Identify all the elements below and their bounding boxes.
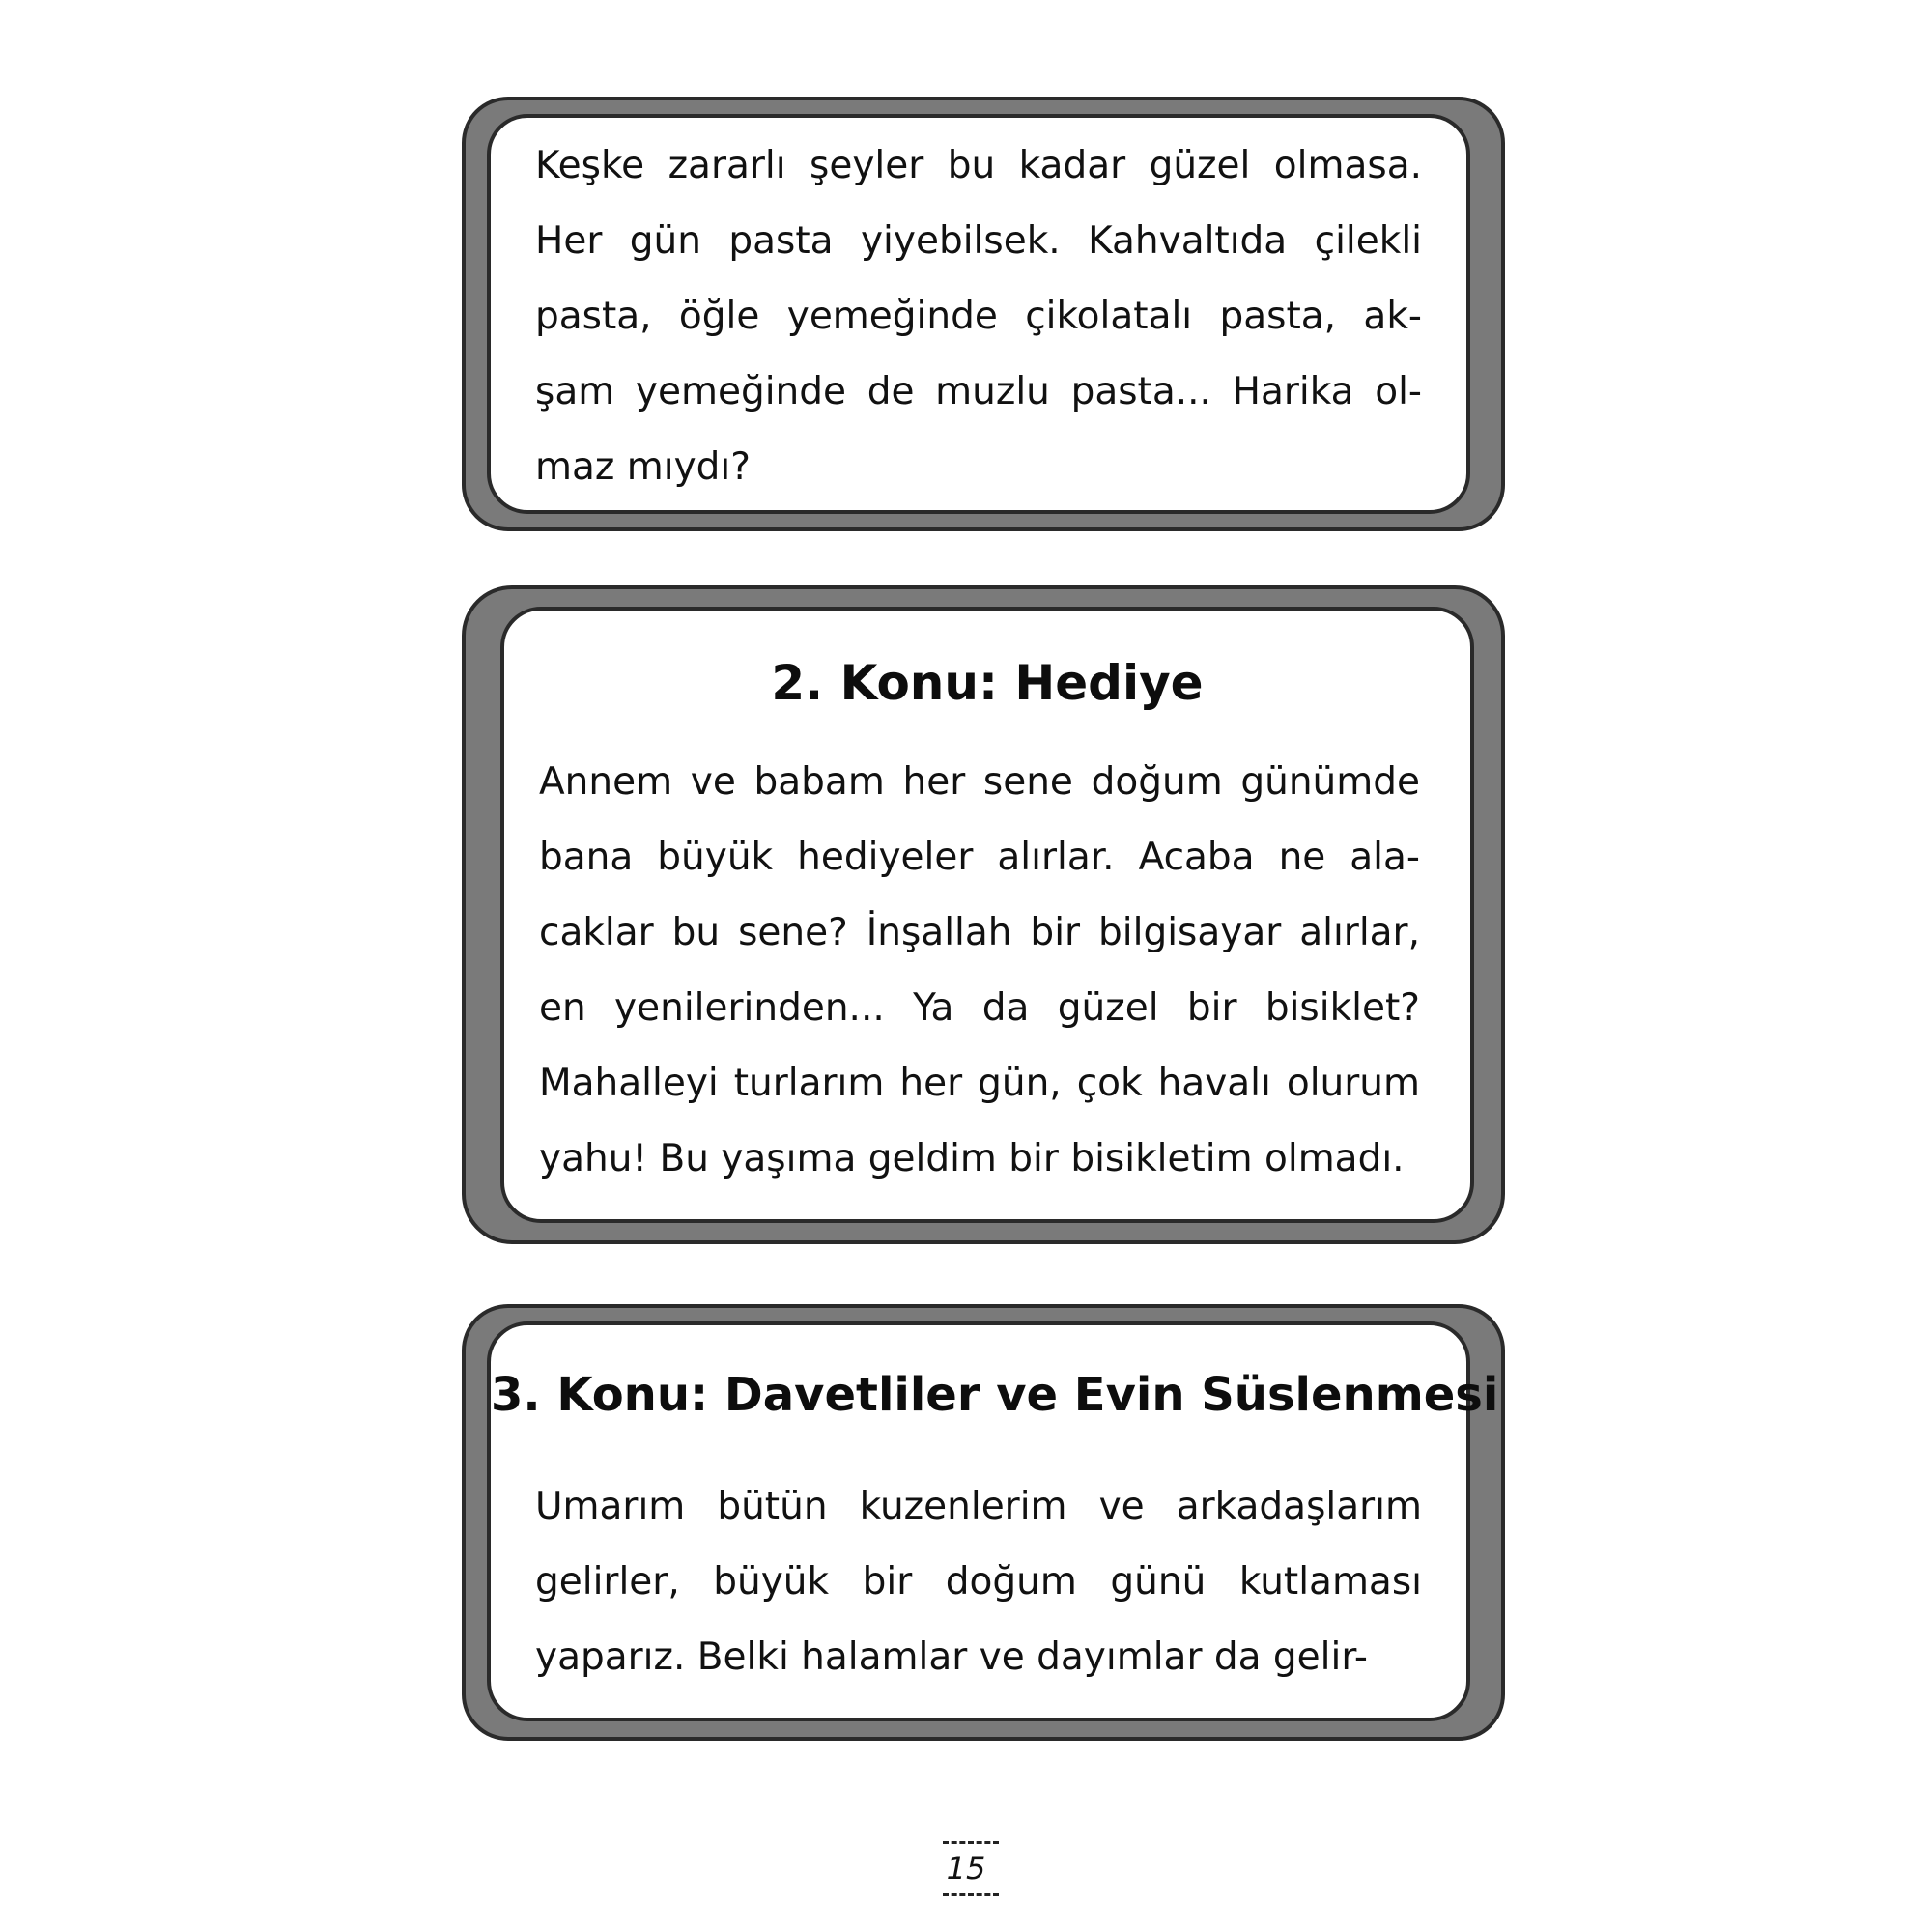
panel-text-line: Umarım bütün kuzenlerim ve arkadaşlarım: [535, 1485, 1422, 1528]
panel-text-line: şam yemeğinde de muzlu pasta... Harika ol-: [535, 370, 1422, 413]
page-number-dash-bottom: [943, 1893, 999, 1896]
panel-text-line: Her gün pasta yiyebilsek. Kahvaltıda çilekli: [535, 219, 1422, 263]
text-panel-2: [462, 585, 1505, 1244]
panel-text-line: gelirler, büyük bir doğum günü kutlaması: [535, 1560, 1422, 1604]
panel-text-line: Annem ve babam her sene doğum günümde: [539, 760, 1420, 804]
section-title: 3. Konu: Davetliler ve Evin Süslenmesi: [491, 1368, 1499, 1422]
panel-card: [487, 1321, 1499, 1721]
page-number: 15: [946, 1850, 986, 1887]
panel-text-line: yaparız. Belki halamlar ve dayımlar da gelir-: [535, 1635, 1368, 1679]
panel-text-line: Mahalleyi turlarım her gün, çok havalı olurum: [539, 1062, 1420, 1105]
text-panel-1: [462, 97, 1505, 531]
panel-text-line: pasta, öğle yemeğinde çikolatalı pasta, ak-: [535, 295, 1422, 338]
panel-text-line: bana büyük hediyeler alırlar. Acaba ne ala-: [539, 836, 1420, 879]
panel-text-line: yahu! Bu yaşıma geldim bir bisikletim olmadı.: [539, 1137, 1405, 1180]
panel-text-line: maz mıydı?: [535, 445, 751, 489]
section-title: 2. Konu: Hediye: [771, 655, 1204, 711]
text-panel-3: [462, 1304, 1505, 1741]
panel-card: [500, 607, 1474, 1223]
page-number-dash-top: [943, 1841, 999, 1844]
panel-text-line: en yenilerinden... Ya da güzel bir bisiklet?: [539, 986, 1420, 1030]
panel-card: [487, 114, 1470, 514]
panel-text-line: caklar bu sene? İnşallah bir bilgisayar alırlar,: [539, 911, 1420, 954]
panel-text-line: Keşke zararlı şeyler bu kadar güzel olmasa.: [535, 144, 1422, 187]
